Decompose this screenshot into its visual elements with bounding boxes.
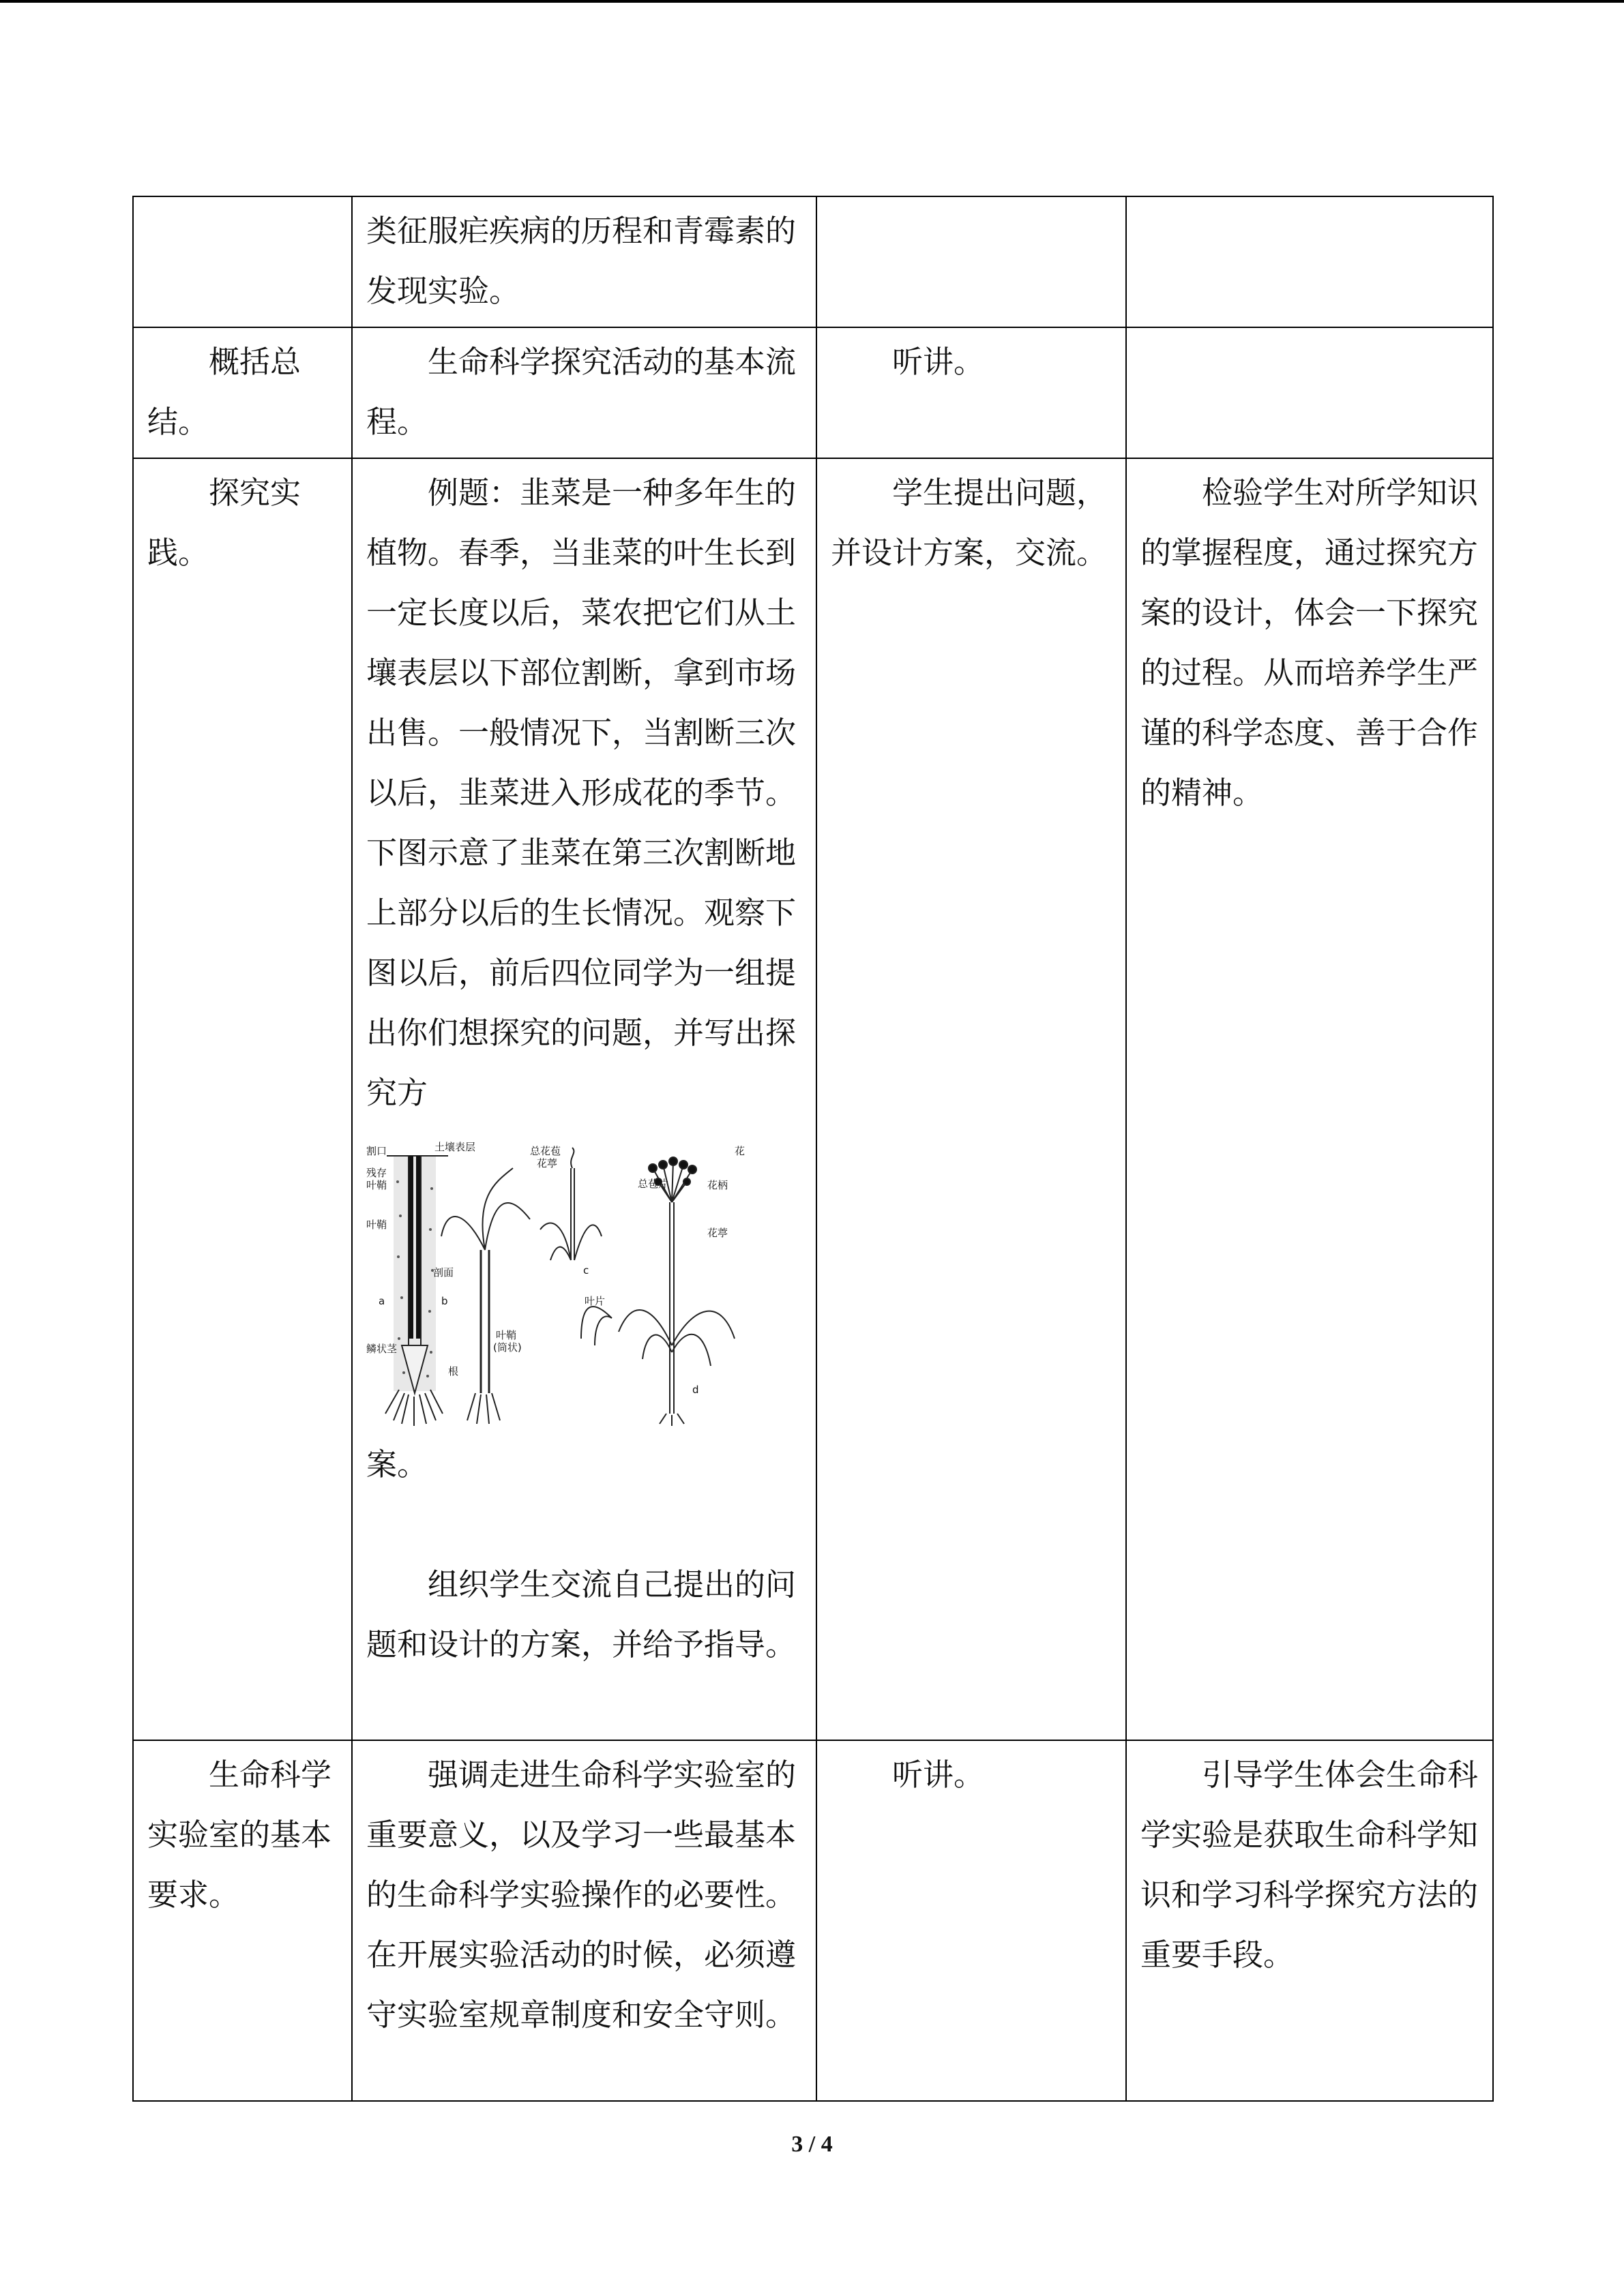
label-root: 根 xyxy=(448,1365,459,1377)
label-c: c xyxy=(583,1264,589,1277)
cell-teacher: 强调走进生命科学实验室的重要意义，以及学习一些最基本的生命科学实验操作的必要性。在开展实验活动的时候，必须遵守实验室规章制度和安全守则。 xyxy=(352,1740,816,2101)
cell-step: 生命科学实验室的基本要求。 xyxy=(133,1740,352,2101)
label-sheath-2: 叶鞘 xyxy=(366,1219,387,1231)
label-blade: 叶片 xyxy=(585,1295,606,1307)
chive-growth-diagram xyxy=(366,1141,789,1431)
label-scape-1: 花葶 xyxy=(537,1157,558,1169)
cell-intent xyxy=(1126,196,1493,327)
label-a: a xyxy=(379,1295,385,1307)
table-row xyxy=(133,327,1493,458)
cell-student: 听讲。 xyxy=(816,1740,1126,2101)
example-question-end: 案。 xyxy=(366,1446,428,1482)
cell-step xyxy=(133,196,352,327)
table-row xyxy=(133,458,1493,1740)
cell-student: 学生提出问题，并设计方案，交流。 xyxy=(816,458,1126,1740)
cell-teacher xyxy=(352,458,816,1740)
label-bract-top: 总花苞 xyxy=(530,1145,561,1157)
label-sheath-1: 叶鞘 xyxy=(366,1179,387,1191)
cell-intent: 检验学生对所学知识的掌握程度，通过探究方案的设计，体会一下探究的过程。从而培养学生严谨的科学态度、善于合作的精神。 xyxy=(1126,458,1493,1740)
label-section: 剖面 xyxy=(433,1266,454,1279)
page-number: 3 / 4 xyxy=(791,2132,833,2157)
label-d: d xyxy=(692,1384,699,1396)
cell-student: 听讲。 xyxy=(816,327,1126,458)
lesson-table xyxy=(132,196,1494,2102)
label-cut: 割口 xyxy=(366,1145,387,1157)
cell-student xyxy=(816,196,1126,327)
cell-step: 概括总结。 xyxy=(133,327,352,458)
example-question: 例题：韭菜是一种多年生的植物。春季，当韭菜的叶生长到一定长度以后，菜农把它们从土壤表层以下部位割断，拿到市场出售。一般情况下，当割断三次以后，韭菜进入形成花的季节。下图示意了韭菜在第三次割断地上部分以后的生长情况。观察下图以后，前后四位同学为一组提出你们想探究的问题，并写出探究方 xyxy=(366,475,797,1111)
label-bulb: 鳞状茎 xyxy=(366,1343,398,1355)
label-flower: 花 xyxy=(735,1145,745,1157)
label-residual: 残存 xyxy=(366,1167,387,1179)
label-scape-2: 花葶 xyxy=(707,1227,728,1239)
table-row xyxy=(133,196,1493,327)
guidance-text: 组织学生交流自己提出的问题和设计的方案，并给予指导。 xyxy=(366,1566,797,1663)
table-row xyxy=(133,1740,1493,2101)
page-top-rule xyxy=(0,0,1624,3)
label-tube: (筒状) xyxy=(493,1341,522,1354)
label-pedicel: 花柄 xyxy=(707,1179,728,1191)
label-sheath-tube: 叶鞘 xyxy=(496,1329,517,1341)
cell-intent: 引导学生体会生命科学实验是获取生命科学知识和学习科学探究方法的重要手段。 xyxy=(1126,1740,1493,2101)
label-soil: 土壤表层 xyxy=(434,1141,476,1153)
label-bract-piece: 总苞片 xyxy=(638,1178,669,1190)
cell-teacher: 类征服疟疾病的历程和青霉素的发现实验。 xyxy=(352,196,816,327)
cell-teacher: 生命科学探究活动的基本流程。 xyxy=(352,327,816,458)
label-b: b xyxy=(441,1295,448,1307)
chive-figure xyxy=(366,1123,802,1435)
cell-intent xyxy=(1126,327,1493,458)
cell-step: 探究实践。 xyxy=(133,458,352,1740)
